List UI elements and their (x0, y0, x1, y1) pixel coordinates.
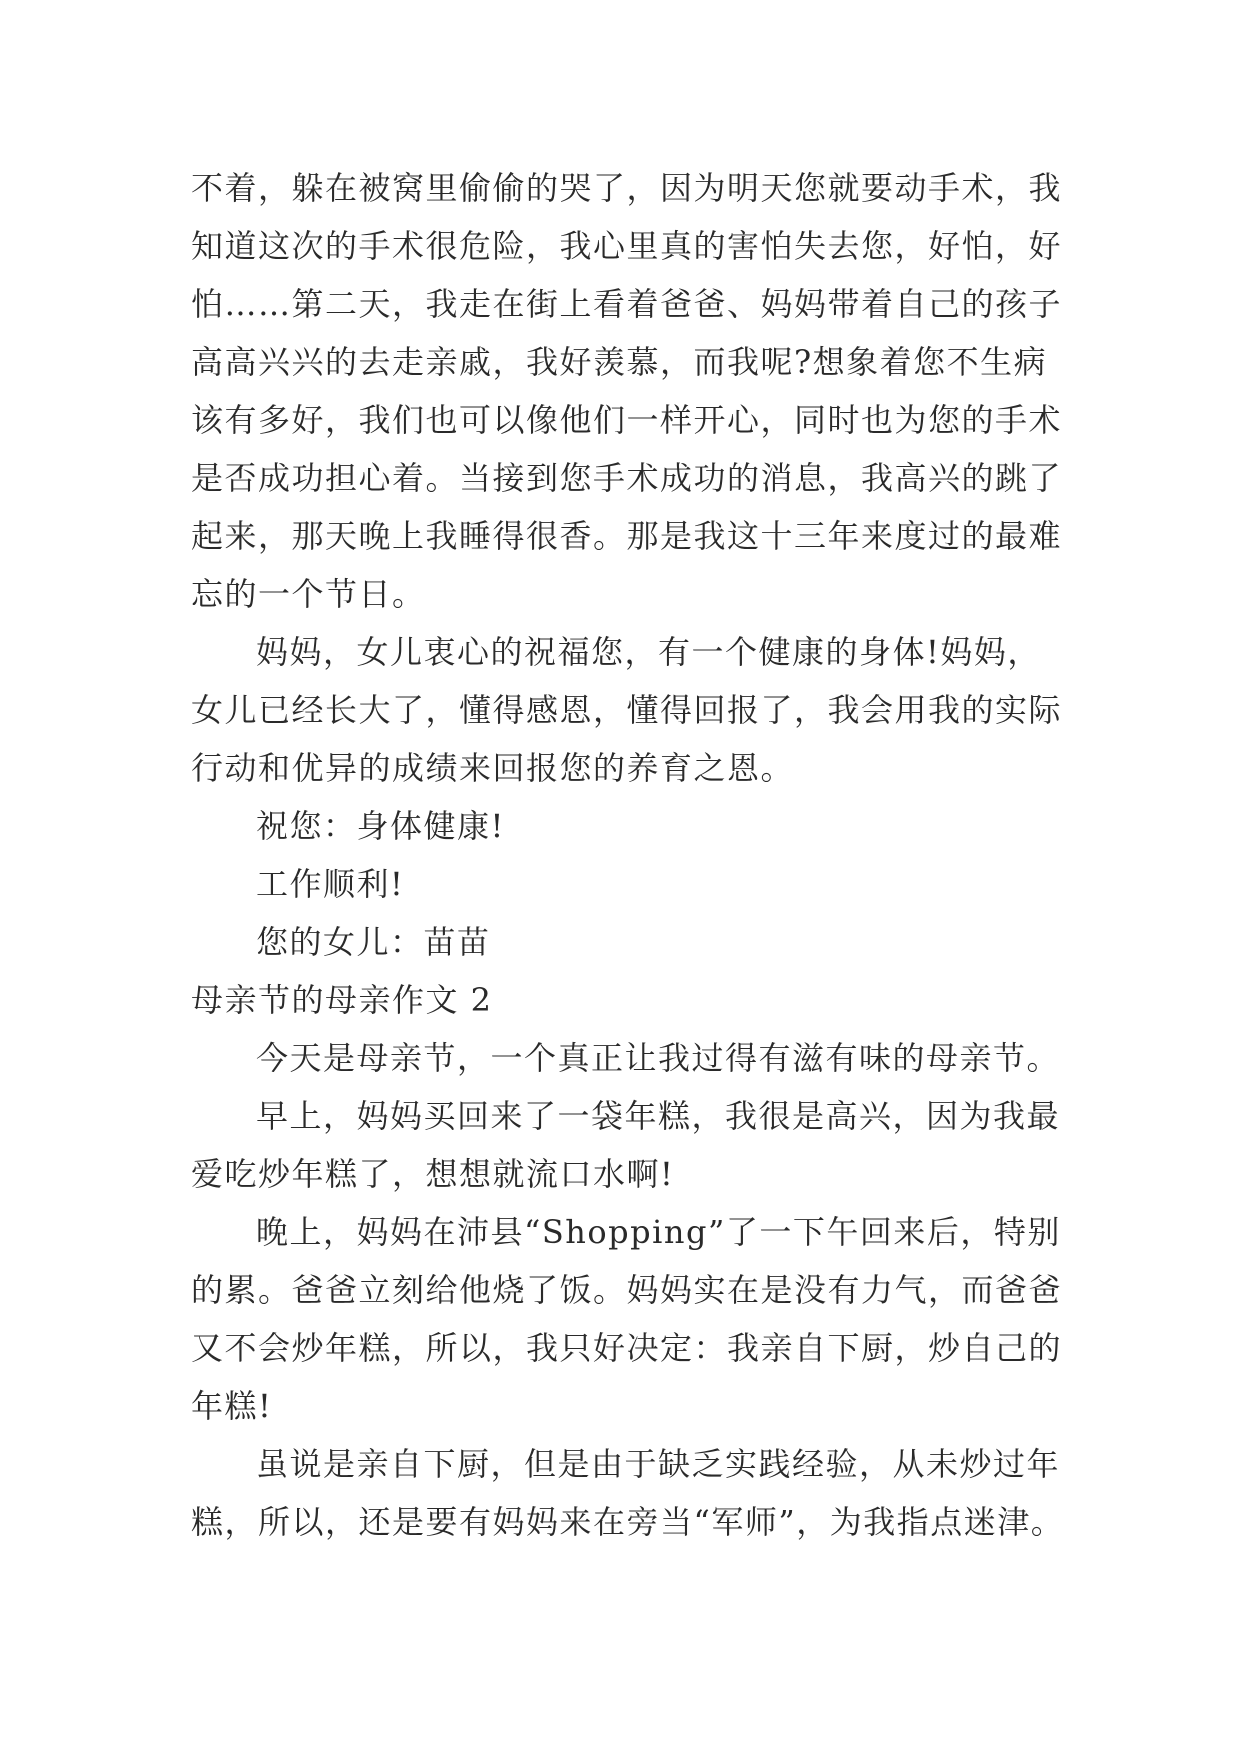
paragraph-first-line: 今天是母亲节，一个真正让我过得有滋有味的母亲节。 (256, 1039, 1061, 1077)
text-line: 糕，所以，还是要有妈妈来在旁当“军师”，为我指点迷津。 (191, 1503, 1065, 1541)
text-line: 高高兴兴的去走亲戚，我好羡慕，而我呢?想象着您不生病 (191, 343, 1048, 381)
text-line: 年糕! (191, 1387, 273, 1425)
text-line: 女儿已经长大了，懂得感恩，懂得回报了，我会用我的实际 (191, 691, 1063, 729)
text-line: 爱吃炒年糕了，想想就流口水啊! (191, 1155, 675, 1193)
paragraph-first-line: 早上，妈妈买回来了一袋年糕，我很是高兴，因为我最 (256, 1097, 1061, 1135)
text-line: 怕……第二天，我走在街上看着爸爸、妈妈带着自己的孩子 (191, 285, 1063, 323)
text-line: 的累。爸爸立刻给他烧了饭。妈妈实在是没有力气，而爸爸 (191, 1271, 1063, 1309)
signature-line: 您的女儿：苗苗 (256, 923, 491, 961)
text-line: 忘的一个节日。 (191, 575, 426, 613)
paragraph-first-line: 妈妈，女儿衷心的祝福您，有一个健康的身体!妈妈， (256, 633, 1041, 671)
text-line: 该有多好，我们也可以像他们一样开心，同时也为您的手术 (191, 401, 1063, 439)
closing-wish-line: 祝您：身体健康! (256, 807, 505, 845)
essay-title: 母亲节的母亲作文 2 (191, 981, 493, 1019)
paragraph-first-line: 虽说是亲自下厨，但是由于缺乏实践经验，从未炒过年 (256, 1445, 1061, 1483)
text-line: 不着，躲在被窝里偷偷的哭了，因为明天您就要动手术，我 (191, 169, 1063, 207)
paragraph-first-line: 晚上，妈妈在沛县“Shopping”了一下午回来后，特别 (256, 1213, 1061, 1251)
text-line: 知道这次的手术很危险，我心里真的害怕失去您，好怕，好 (191, 227, 1063, 265)
closing-wish-line: 工作顺利! (256, 865, 405, 903)
text-line: 行动和优异的成绩来回报您的养育之恩。 (191, 749, 795, 787)
text-line: 又不会炒年糕，所以，我只好决定：我亲自下厨，炒自己的 (191, 1329, 1063, 1367)
text-line: 起来，那天晚上我睡得很香。那是我这十三年来度过的最难 (191, 517, 1063, 555)
text-line: 是否成功担心着。当接到您手术成功的消息，我高兴的跳了 (191, 459, 1063, 497)
